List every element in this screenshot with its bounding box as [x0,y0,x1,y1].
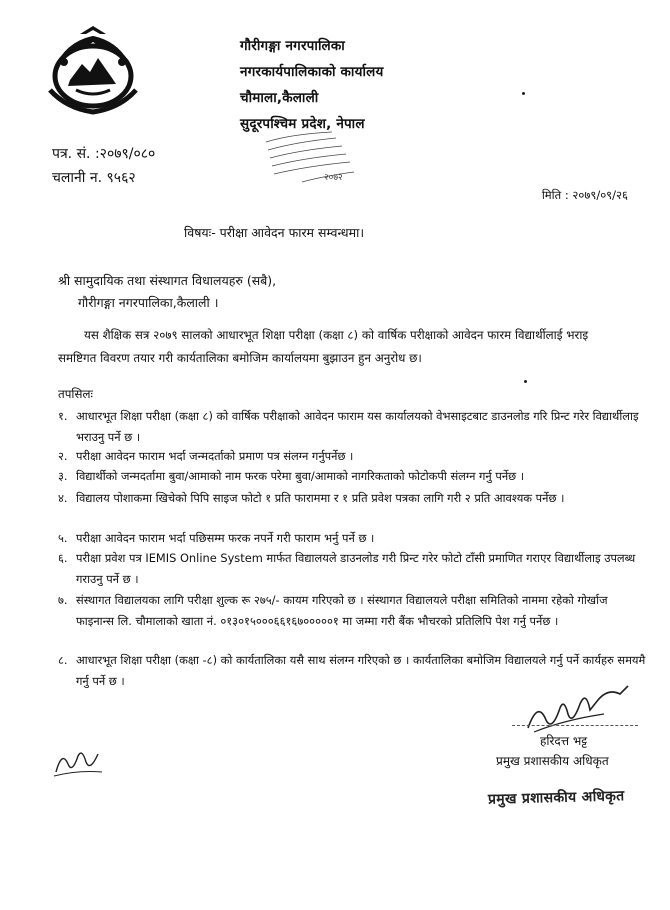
header-office: नगरकार्यपालिकाको कार्यालय [240,64,384,80]
item-number: ५. [58,531,68,545]
list-item [58,466,648,487]
speck [524,380,527,383]
item-text: संस्थागत विद्यालयका लागि परीक्षा शुल्क रू २७५/- कायम गरिएको छ । संस्थागत विद्यालयले परीक्षा समितिको नाममा रहेको गोर्खाज फाइनान्स लि. चौमालाको खाता नं. ०१३०१५०००६६१६७०००००१ मा जम्मा गरी बैंक भौचरको प्रतिलिपि पेश गर्नु पर्नेछ । [76,593,608,628]
signatory-name: हरिदत्त भट्ट [540,734,588,748]
item-text: परीक्षा आवेदन फाराम भर्दा पछिसम्म फरक नपर्ने गरी फाराम भर्नु पर्ने छ । [76,531,375,545]
list-item [58,406,648,448]
list-item [58,488,648,509]
list-item [58,590,648,632]
letter-date: मिति : २०७९/०९/२६ [541,188,628,202]
item-text: विद्यार्थीको जन्मदर्तामा बुवा/आमाको नाम फरक परेमा बुवा/आमाको नागरिकताको फोटोकपी संलग्न गर्नु पर्नेछ । [76,469,525,483]
item-text: परीक्षा आवेदन फाराम भर्दा जन्मदर्ताको प्रमाण पत्र संलग्न गर्नुपर्नेछ । [76,449,354,463]
item-number: ६. [58,551,68,565]
list-item [58,528,648,549]
signatory-title: प्रमुख प्रशासकीय अधिकृत [496,754,609,768]
recipient-line-1: श्री सामुदायिक तथा संस्थागत विधालयहरु (सबै), [58,273,277,288]
item-text: विद्यालय पोशाकमा खिचेको पिपि साइज फोटो १ प्रति फाराममा र १ प्रति प्रवेश पत्रका लागि गरी २ प्रति आवश्यक पर्नेछ । [76,491,565,505]
item-text: परीक्षा प्रवेश पत्र IEMIS Online System मार्फत विद्यालयले डाउनलोड गरी प्रिन्ट गरेर फोटो टाँसी प्रमाणित गराएर विद्यार्थीलाइ उपलब्ध गराउनु पर्ने छ । [76,551,636,586]
nepal-government-emblem-icon [46,24,140,116]
header-location: चौमाला,कैलाली [240,90,319,106]
initials-scribble-icon [52,744,106,778]
svg-text:२०७२: २०७२ [324,173,343,183]
item-number: ७. [58,593,68,607]
item-number: ४. [58,491,68,505]
header-province: सुदूरपश्चिम प्रदेश, नेपाल [240,116,365,132]
designation-stamp: प्रमुख प्रशासकीय अधिकृत [487,788,625,808]
list-item [58,446,648,467]
item-number: ३. [58,469,68,483]
body-paragraph: यस शैक्षिक सत्र २०७९ सालको आधारभूत शिक्षा परीक्षा (कक्षा ८) को वार्षिक परीक्षाको आवेदन फारम विद्यार्थीलाई भराइ समष्टिगत विवरण तयार गरी कार्यतालिका बमोजिम कार्यालयमा बुझाउन हुन अनुरोध छ। [58,328,589,365]
office-stamp-icon [262,130,362,186]
list-item [58,548,648,590]
header-municipality: गौरीगङ्गा नगरपालिका [240,38,345,54]
details-label: तपसिलः [58,387,93,401]
signature-line [512,725,638,726]
letter-subject: विषयः- परीक्षा आवेदन फारम सम्वन्धमा। [184,225,365,240]
signature-scribble-icon [524,680,634,736]
item-number: २. [58,449,68,463]
item-text: आधारभूत शिक्षा परीक्षा (कक्षा -८) को कार्यतालिका यसै साथ संलग्न गरिएको छ । कार्यतालिका बमोजिम विद्यालयले गर्नु पर्ने कार्यहरु समयमै गर्नु पर्ने छ । [76,653,646,688]
chalani-number: चलानी न. ९५६२ [52,170,136,186]
item-text: आधारभूत शिक्षा परीक्षा (कक्षा ८) को वार्षिक परीक्षाको आवेदन फाराम यस कार्यालयको वेभसाइटबाट डाउनलोड गरि प्रिन्ट गरेर विद्यार्थीलाइ भराउनु पर्ने छ । [76,409,639,444]
item-number: ८. [58,653,68,667]
speck [522,92,525,95]
patra-sankhya: पत्र. सं. :२०७९/०८० [52,146,156,162]
item-number: १. [58,409,68,423]
recipient-line-2: गौरीगङ्गा नगरपालिका,कैलाली । [78,295,219,310]
